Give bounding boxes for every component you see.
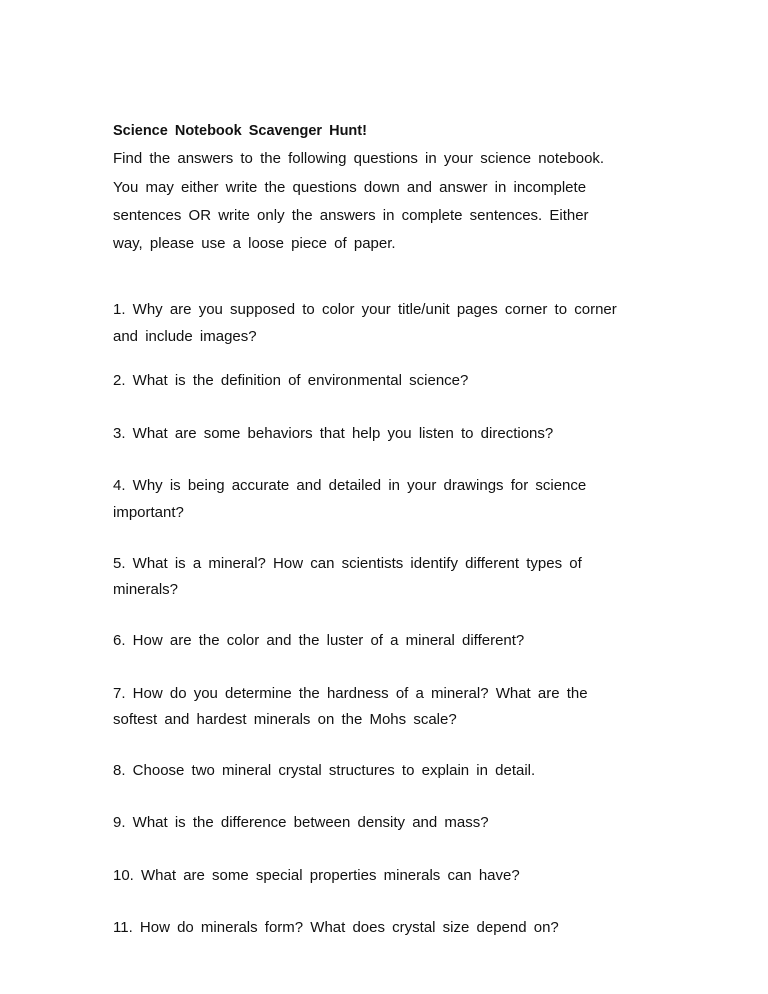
question-8: 8. Choose two mineral crystal structures to explain in detail. <box>113 762 536 779</box>
question-2: 2. What is the definition of environmental science? <box>113 372 469 389</box>
instruction-line: Find the answers to the following questions in your science notebook. <box>113 150 605 167</box>
question-line: and include images? <box>113 328 257 345</box>
page-title: Science Notebook Scavenger Hunt! <box>113 123 367 139</box>
question-10: 10. What are some special properties minerals can have? <box>113 867 520 884</box>
question-line: important? <box>113 504 184 521</box>
question-line: 7. How do you determine the hardness of a mineral? What are the <box>113 685 588 702</box>
instruction-line: You may either write the questions down and answer in incomplete <box>113 179 587 196</box>
instruction-line: way, please use a loose piece of paper. <box>113 235 396 252</box>
question-3: 3. What are some behaviors that help you listen to directions? <box>113 425 554 442</box>
question-line: 5. What is a mineral? How can scientists identify different types of <box>113 555 582 572</box>
question-line: 4. Why is being accurate and detailed in your drawings for science <box>113 477 587 494</box>
question-line: 1. Why are you supposed to color your title/unit pages corner to corner <box>113 301 617 318</box>
question-11: 11. How do minerals form? What does crystal size depend on? <box>113 919 559 936</box>
question-line: minerals? <box>113 581 179 598</box>
question-line: softest and hardest minerals on the Mohs scale? <box>113 711 457 728</box>
question-9: 9. What is the difference between density and mass? <box>113 814 489 831</box>
instruction-line: sentences OR write only the answers in complete sentences. Either <box>113 207 589 224</box>
question-6: 6. How are the color and the luster of a mineral different? <box>113 632 525 649</box>
